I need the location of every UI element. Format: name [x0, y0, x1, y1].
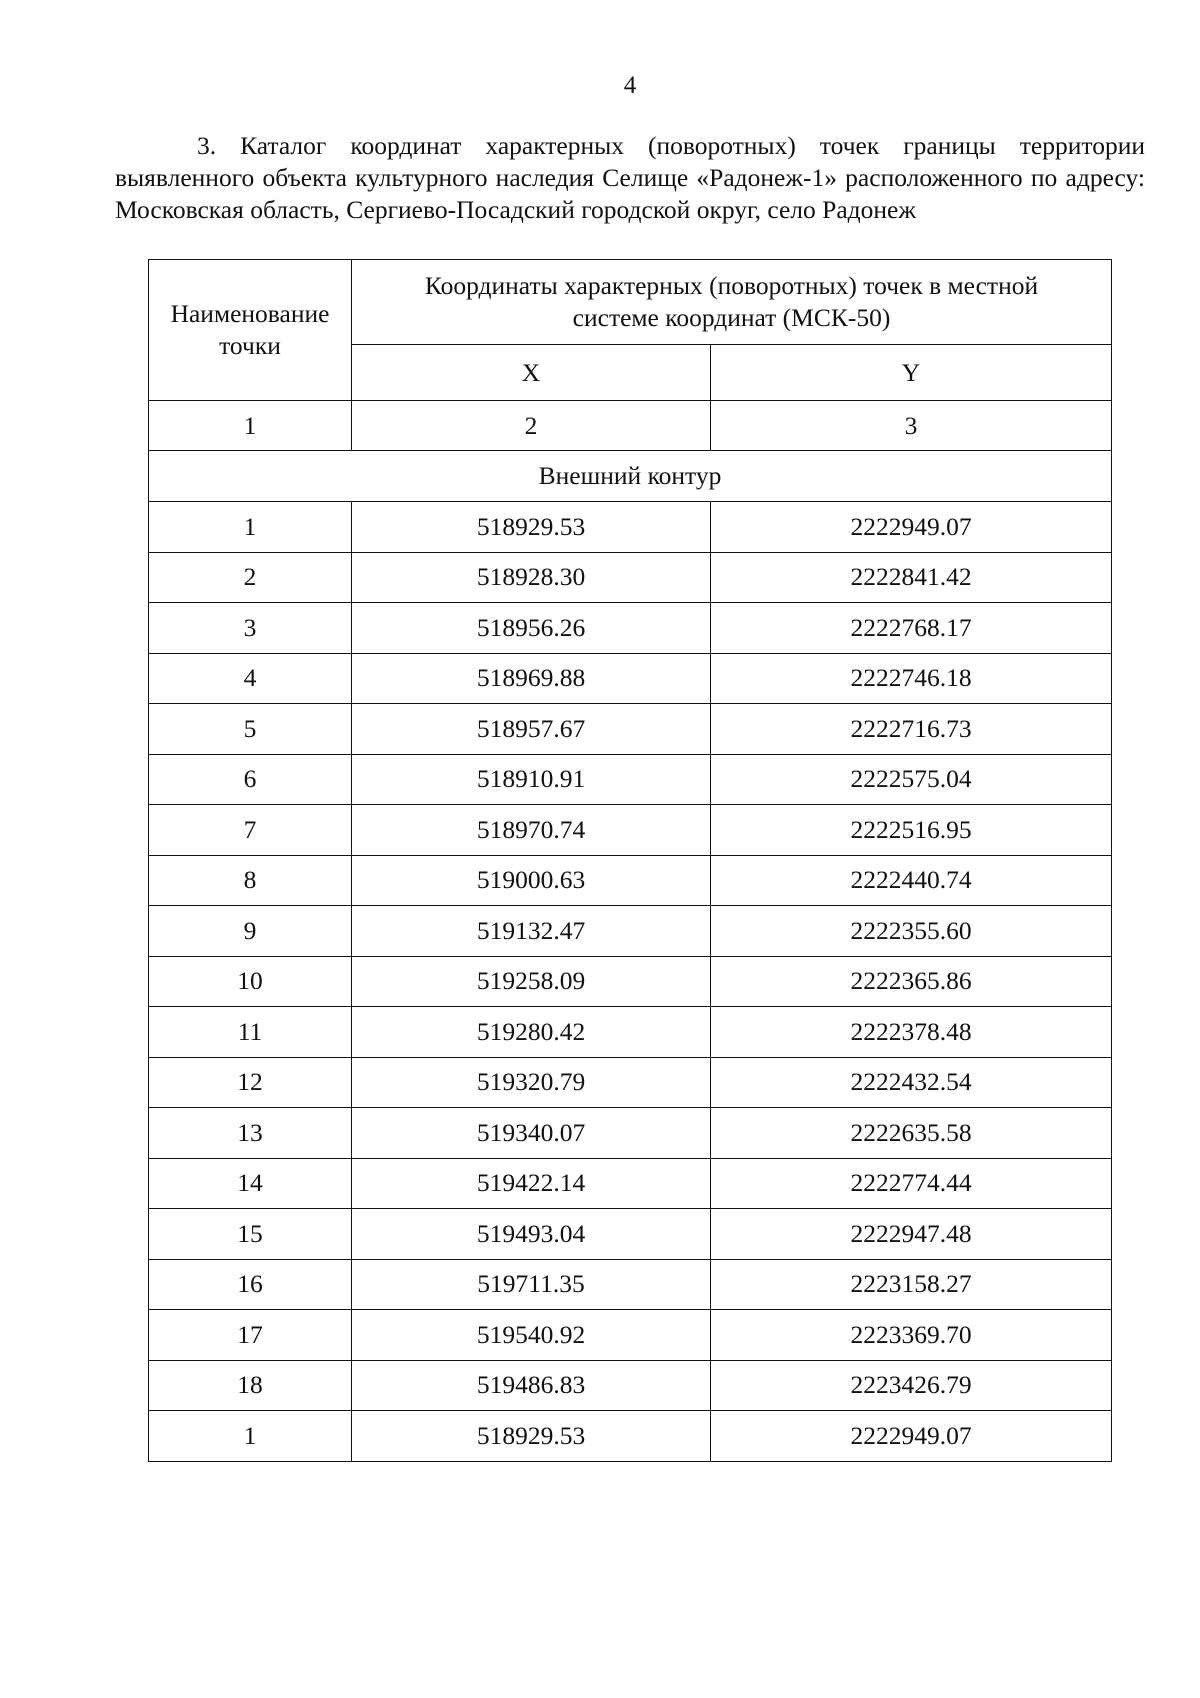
cell-y: 2222716.73	[711, 704, 1112, 755]
table-row	[149, 1310, 1112, 1361]
column-number: 1	[149, 401, 352, 451]
cell-x: 518929.53	[352, 1411, 711, 1462]
cell-point: 17	[149, 1310, 352, 1361]
table-row	[149, 855, 1112, 906]
cell-y: 2223369.70	[711, 1310, 1112, 1361]
table-row	[149, 653, 1112, 704]
cell-point: 4	[149, 653, 352, 704]
table-row	[149, 805, 1112, 856]
cell-point: 8	[149, 855, 352, 906]
cell-y: 2223158.27	[711, 1259, 1112, 1310]
cell-point: 3	[149, 603, 352, 654]
cell-x: 518970.74	[352, 805, 711, 856]
cell-y: 2223426.79	[711, 1360, 1112, 1411]
cell-x: 519493.04	[352, 1209, 711, 1260]
header-point-name: Наименование точки	[149, 260, 352, 401]
cell-point: 2	[149, 552, 352, 603]
cell-point: 5	[149, 704, 352, 755]
cell-point: 16	[149, 1259, 352, 1310]
cell-y: 2222355.60	[711, 906, 1112, 957]
cell-point: 6	[149, 754, 352, 805]
cell-point: 15	[149, 1209, 352, 1260]
cell-x: 519280.42	[352, 1007, 711, 1058]
table-row	[149, 1158, 1112, 1209]
header-coords-group: Координаты характерных (поворотных) точек в местной системе координат (МСК-50)	[352, 260, 1112, 345]
cell-point: 13	[149, 1108, 352, 1159]
cell-x: 518929.53	[352, 502, 711, 553]
table-row	[149, 754, 1112, 805]
column-number: 2	[352, 401, 711, 451]
table-row	[149, 1259, 1112, 1310]
cell-y: 2222746.18	[711, 653, 1112, 704]
table-row	[149, 1007, 1112, 1058]
cell-y: 2222378.48	[711, 1007, 1112, 1058]
cell-point: 10	[149, 956, 352, 1007]
cell-point: 14	[149, 1158, 352, 1209]
cell-y: 2222575.04	[711, 754, 1112, 805]
cell-x: 519000.63	[352, 855, 711, 906]
cell-y: 2222768.17	[711, 603, 1112, 654]
cell-x: 519132.47	[352, 906, 711, 957]
table-row	[149, 1108, 1112, 1159]
cell-point: 18	[149, 1360, 352, 1411]
cell-x: 518928.30	[352, 552, 711, 603]
cell-x: 518969.88	[352, 653, 711, 704]
table-row	[149, 704, 1112, 755]
cell-x: 519340.07	[352, 1108, 711, 1159]
cell-x: 519320.79	[352, 1057, 711, 1108]
cell-y: 2222516.95	[711, 805, 1112, 856]
cell-y: 2222841.42	[711, 552, 1112, 603]
table-row	[149, 502, 1112, 553]
intro-paragraph: 3. Каталог координат характерных (поворотных) точек границы территории выявленного объекта культурного наследия Селище «Радонеж-1» расположенного по адресу: Московская область, Сергиево-Посадский городской округ, село Радонеж	[115, 131, 1145, 224]
table-row	[149, 552, 1112, 603]
header-x: X	[352, 345, 711, 401]
cell-point: 9	[149, 906, 352, 957]
cell-x: 519540.92	[352, 1310, 711, 1361]
section-title: Внешний контур	[149, 451, 1112, 502]
cell-y: 2222947.48	[711, 1209, 1112, 1260]
page-number: 4	[623, 72, 637, 99]
cell-x: 518956.26	[352, 603, 711, 654]
cell-x: 519258.09	[352, 956, 711, 1007]
table-row	[149, 1209, 1112, 1260]
cell-y: 2222635.58	[711, 1108, 1112, 1159]
table-row	[149, 603, 1112, 654]
cell-y: 2222949.07	[711, 502, 1112, 553]
cell-point: 7	[149, 805, 352, 856]
table-row	[149, 1057, 1112, 1108]
cell-x: 519711.35	[352, 1259, 711, 1310]
coordinates-table	[148, 259, 1112, 1462]
cell-y: 2222432.54	[711, 1057, 1112, 1108]
cell-y: 2222440.74	[711, 855, 1112, 906]
table-row	[149, 1360, 1112, 1411]
cell-y: 2222949.07	[711, 1411, 1112, 1462]
cell-point: 12	[149, 1057, 352, 1108]
column-number: 3	[711, 401, 1112, 451]
header-y: Y	[711, 345, 1112, 401]
table-row	[149, 1411, 1112, 1462]
cell-point: 11	[149, 1007, 352, 1058]
cell-x: 519422.14	[352, 1158, 711, 1209]
table-row	[149, 906, 1112, 957]
cell-x: 518910.91	[352, 754, 711, 805]
cell-point: 1	[149, 1411, 352, 1462]
cell-y: 2222365.86	[711, 956, 1112, 1007]
cell-x: 518957.67	[352, 704, 711, 755]
cell-y: 2222774.44	[711, 1158, 1112, 1209]
cell-x: 519486.83	[352, 1360, 711, 1411]
table-row	[149, 956, 1112, 1007]
cell-point: 1	[149, 502, 352, 553]
